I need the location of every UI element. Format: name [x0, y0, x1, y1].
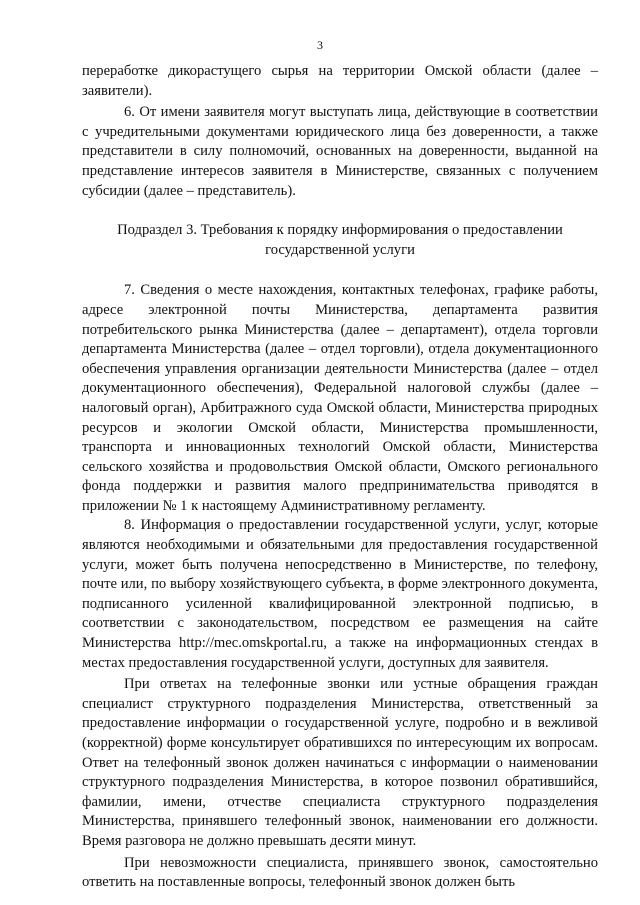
- subsection-heading: Подраздел 3. Требования к порядку информирования о предоставлении государственной услуги: [117, 222, 563, 258]
- document-body: [82, 62, 598, 893]
- paragraph-10: При невозможности специалиста, принявшего звонок, самостоятельно ответить на поставленные вопросы, телефонный звонок должен быть: [82, 854, 598, 891]
- page-number: 3: [317, 38, 323, 52]
- paragraph-8: 8. Информация о предоставлении государственной услуги, услуг, которые являются необходимыми и обязательными для предоставления государственной услуги, может быть получена непосредственно в Министерстве, по телефону, почте или, по выбору хозяйствующего субъекта, в форме электронного документа, подписанного усиленной квалифицированной электронной подписью, в соответствии с законодательством, посредством ее размещения на сайте Министерства http://mec.omskportal.ru, а также на информационных стендах в местах предоставления государственной услуги, доступных для заявителя.: [82, 517, 598, 671]
- paragraph-6: 6. От имени заявителя могут выступать лица, действующие в соответствии с учредительными документами юридического лица без доверенности, а также представители в силу полномочий, основанных на доверенности, выданной на представление интересов заявителя в Министерстве, связанных с получением субсидии (далее – представитель).: [82, 104, 598, 199]
- paragraph-continuation: переработке дикорастущего сырья на территории Омской области (далее – заявители).: [82, 63, 598, 99]
- paragraph-7: 7. Сведения о месте нахождения, контактных телефонах, графике работы, адресе электронной почты Министерства, департамента развития потребительского рынка Министерства (далее – департамент), отдела торговли департамента Министерства (далее – отдел торговли), отдела документационного обеспечения управления организации деятельности Министерства (далее – отдел документационного обеспечения), Федеральной налоговой службы (далее – налоговый орган), Арбитражного суда Омской области, Министерства природных ресурсов и экологии Омской области, Министерства промышленности, транспорта и инновационных технологий Омской области, Министерства сельского хозяйства и продовольствия Омской области, Омского регионального фонда поддержки и развития малого предпринимательства приводятся в приложении № 1 к настоящему Административному регламенту.: [82, 282, 598, 514]
- paragraph-9: При ответах на телефонные звонки или устные обращения граждан специалист структурного подразделения Министерства, ответственный за предоставление информации о государственной услуге, подробно и в вежливой (корректной) форме консультирует обратившихся по интересующим их вопросам. Ответ на телефонный звонок должен начинаться с информации о наименовании структурного подразделения Министерства, в которое позвонил обратившийся, фамилии, имени, отчестве специалиста структурного подразделения Министерства, принявшего телефонный звонок, наименовании его должности. Время разговора не должно превышать десяти минут.: [82, 676, 598, 849]
